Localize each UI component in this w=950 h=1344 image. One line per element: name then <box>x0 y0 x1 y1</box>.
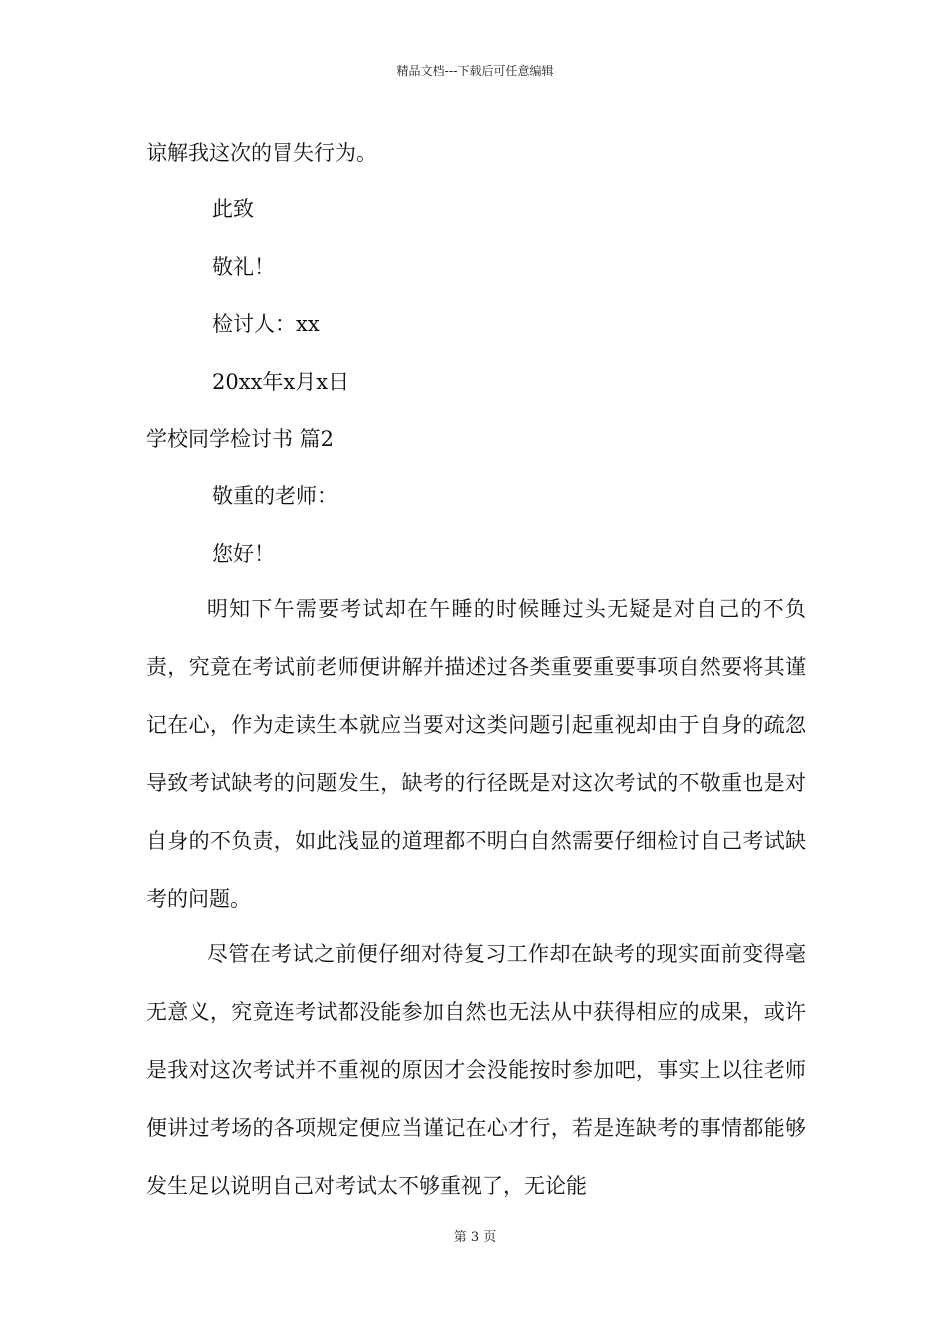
salutation-line: 敬重的老师： <box>212 484 338 508</box>
page-number: 第 3 页 <box>453 1230 497 1245</box>
closing-jing-li: 敬礼！ <box>212 255 275 279</box>
continuation-line: 谅解我这次的冒失行为。 <box>146 141 377 165</box>
date-line: 20xx年x月x日 <box>212 370 350 394</box>
body-paragraph-1: 明知下午需要考试却在午睡的时候睡过头无疑是对自己的不负责，究竟在考试前老师便讲解并描述过各类重要重要事项自然要将其谨记在心，作为走读生本就应当要对这类问题引起重视却由于自身的疏忽导致考试缺考的问题发生，缺考的行径既是对这次考试的不敬重也是对自身的不负责，如此浅显的道理都不明白自然需要仔细检讨自己考试缺考的问题。 <box>146 597 806 911</box>
signer-line: 检讨人：xx <box>212 312 320 336</box>
page-header: 精品文档---下载后可任意编辑 <box>396 64 554 78</box>
section-title: 学校同学检讨书 篇2 <box>146 427 335 451</box>
greeting-line: 您好！ <box>212 542 275 566</box>
closing-ci-zhi: 此致 <box>212 197 254 221</box>
body-paragraph-2: 尽管在考试之前便仔细对待复习工作却在缺考的现实面前变得毫无意义，究竟连考试都没能参加自然也无法从中获得相应的成果，或许是我对这次考试并不重视的原因才会没能按时参加吧，事实上以往老师便讲过考场的各项规定便应当谨记在心才行，若是连缺考的事情都能够发生足以说明自己对考试太不够重视了，无论能 <box>146 942 806 1198</box>
